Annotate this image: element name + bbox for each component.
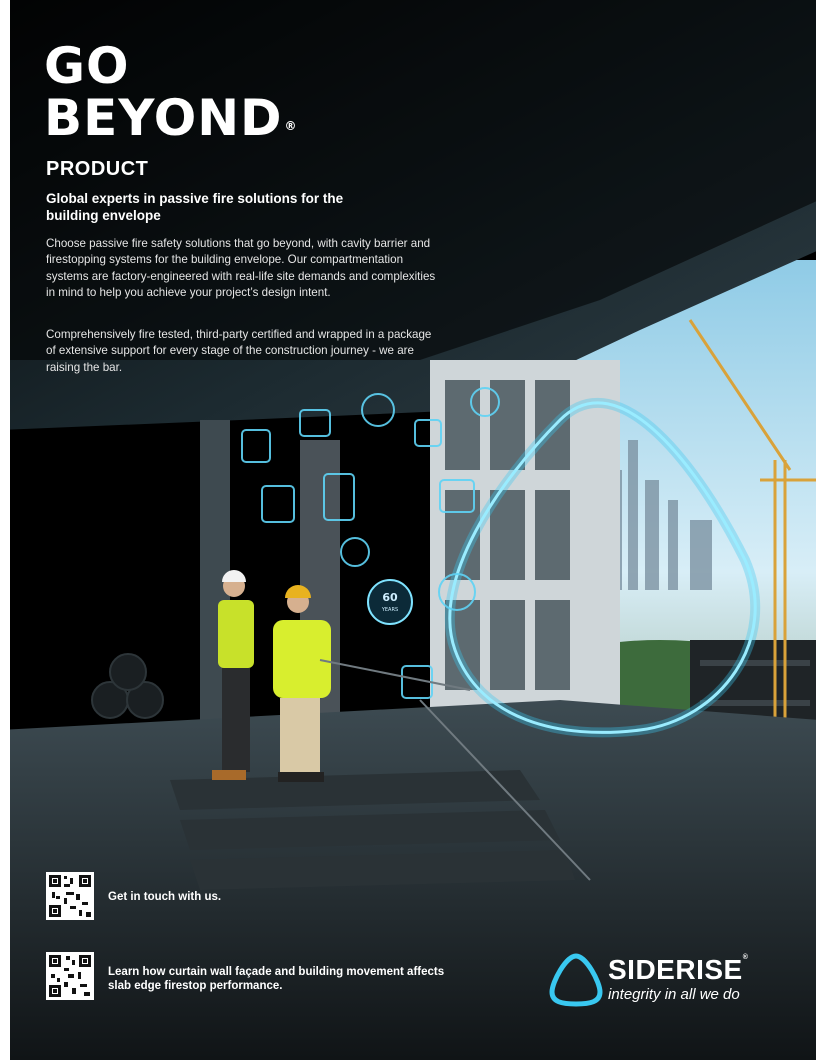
headline-line1: GO <box>44 37 130 95</box>
subheading: Global experts in passive fire solutions for the building envelope <box>46 191 344 223</box>
headline-line2: BEYOND <box>44 89 283 147</box>
brand-name-wrap <box>608 954 748 986</box>
qr-code-learn-more[interactable] <box>46 952 94 1000</box>
cta-learn-more: Learn how curtain wall façade and building movement affects slab edge firestop performance. <box>108 966 445 992</box>
headline-line2-wrap <box>44 89 298 147</box>
badge-years-label: YEARS <box>381 607 399 613</box>
headline <box>44 37 298 147</box>
badge-years-number: 60 <box>382 591 398 604</box>
registered-mark: ® <box>284 119 298 133</box>
cta-contact: Get in touch with us. <box>108 891 222 903</box>
page-margin-left <box>0 0 10 1060</box>
body-paragraph-1: Choose passive fire safety solutions that go beyond, with cavity barrier and firestopping systems for the building envelope. Our compartmentation systems are factory-engineered with real-life site demands and complexities in mind to help you achieve your project’s design intent. <box>46 237 436 300</box>
siderise-logo-mark-icon <box>546 952 606 1008</box>
brand-tagline: integrity in all we do <box>608 986 740 1003</box>
qr-code-contact[interactable] <box>46 872 94 920</box>
brand-registered-mark: ® <box>742 954 749 961</box>
siderise-logo <box>546 950 756 1010</box>
body-paragraph-2: Comprehensively fire tested, third-party certified and wrapped in a package of extensive support for every stage of the construction journey - we are raising the bar. <box>46 328 432 374</box>
brand-name: SIDERISE <box>608 954 743 985</box>
section-label: PRODUCT <box>46 158 149 180</box>
